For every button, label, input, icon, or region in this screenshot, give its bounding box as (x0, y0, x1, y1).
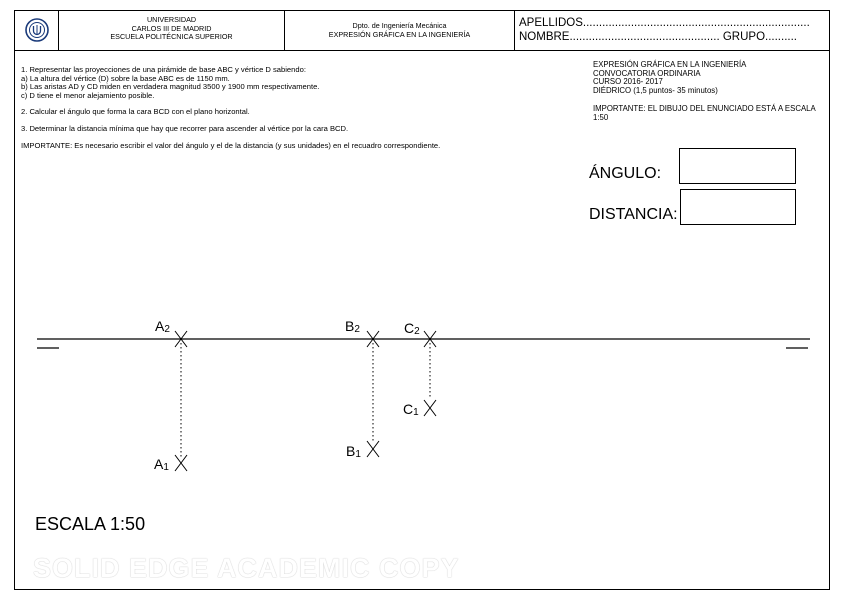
label-c1: C1 (403, 401, 419, 418)
exam-info-line2: CONVOCATORIA ORDINARIA (593, 68, 701, 78)
label-b1: B1 (346, 443, 361, 460)
distance-label: DISTANCIA: (589, 206, 678, 223)
school-name: ESCUELA POLITÉCNICA SUPERIOR (110, 32, 233, 41)
point-b1-cross (367, 441, 379, 457)
label-c2: C2 (404, 320, 420, 337)
exam-info-line3: CURSO 2016- 2017 (593, 77, 663, 87)
label-a1: A1 (154, 456, 169, 473)
q1-c: c) D tiene el menor alejamiento posible. (21, 90, 155, 100)
question-3: 3. Determinar la distancia mínima que hay que recorrer para ascender al vértice por la cara BCD. (21, 123, 349, 133)
exam-info-line1: EXPRESIÓN GRÁFICA EN LA INGENIERÍA (593, 60, 747, 69)
department-name: Dpto. de Ingeniería Mecánica (352, 21, 447, 30)
scale-warning: IMPORTANTE: EL DIBUJO DEL ENUNCIADO ESTÁ A ESCALA 1:50 (593, 104, 816, 122)
watermark: SOLID EDGE ACADEMIC COPY (33, 553, 460, 583)
apellidos-field[interactable]: APELLIDOS....................................................................... (519, 17, 810, 29)
exam-sheet (14, 10, 830, 590)
grupo-field[interactable]: GRUPO.......... (722, 31, 797, 43)
projection-drawing (15, 11, 831, 591)
label-a2: A2 (155, 318, 170, 335)
exam-info-line4: DIÉDRICO (1,5 puntos- 35 minutos) (593, 85, 718, 95)
point-a1-cross (175, 455, 187, 471)
university-city: CARLOS III DE MADRID (131, 23, 212, 33)
question-2: 2. Calcular el ángulo que forma la cara BCD con el plano horizontal. (21, 107, 250, 117)
university-name: UNIVERSIDAD (146, 15, 197, 24)
q1-a: a) La altura del vértice (D) sobre la base ABC es de 1150 mm. (21, 73, 230, 83)
label-b2: B2 (345, 318, 360, 335)
q1-title: 1. Representar las proyecciones de una pirámide de base ABC y vértice D sabiendo: (21, 65, 306, 74)
course-name: EXPRESIÓN GRÁFICA EN LA INGENIERÍA (328, 30, 471, 39)
nombre-field[interactable]: NOMBRE............................................... (519, 31, 720, 43)
q1-b: b) Las aristas AD y CD miden en verdadera magnitud 3500 y 1900 mm respectivamente. (21, 82, 320, 92)
angle-label: ÁNGULO: (589, 165, 662, 182)
point-c1-cross (424, 400, 436, 416)
important-note: IMPORTANTE: Es necesario escribir el valor del ángulo y el de la distancia (y sus unidades) en el recuadro correspondiente. (21, 140, 441, 150)
scale-label: ESCALA 1:50 (35, 514, 146, 534)
